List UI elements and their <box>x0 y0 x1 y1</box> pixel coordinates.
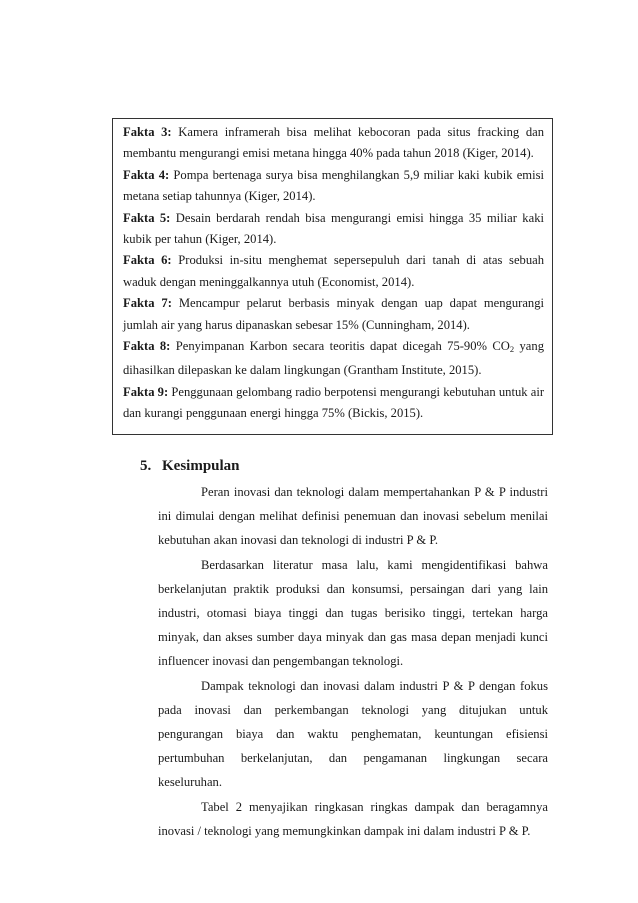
fact-3 <box>123 122 544 165</box>
section-title: Kesimpulan <box>162 458 240 474</box>
fact-text: Produksi in-situ menghemat sepersepuluh dari tanah di atas sebuah waduk dengan meninggalkannya utuh (Economist, 2014). <box>123 253 545 289</box>
fact-label: Fakta 7: <box>123 296 172 311</box>
paragraph-text: Peran inovasi dan teknologi dalam mempertahankan P & P industri ini dimulai dengan melihat definisi penemuan dan inovasi sebelum menilai kebutuhan akan inovasi dan teknologi di industri P & P. <box>158 485 548 548</box>
fact-text: Kamera inframerah bisa melihat kebocoran pada situs fracking dan membantu mengurangi emisi metana hingga 40% pada tahun 2018 (Kiger, 2014). <box>123 125 544 161</box>
paragraph <box>158 795 548 843</box>
fact-label: Fakta 8: <box>123 339 171 354</box>
section-body <box>158 480 548 843</box>
paragraph-text: Dampak teknologi dan inovasi dalam industri P & P dengan fokus pada inovasi dan perkembangan teknologi yang ditujukan untuk pengurangan biaya dan waktu penghematan, keuntungan efisiensi pertumbuhan berkelanjutan, dan pengamanan lingkungan secara keseluruhan. <box>158 678 548 790</box>
fact-8 <box>123 336 544 382</box>
paragraph <box>158 674 548 795</box>
section-number: 5. <box>140 458 152 474</box>
fact-7 <box>123 293 544 336</box>
fact-text: yang dihasilkan dilepaskan ke dalam lingkungan (Grantham Institute, 2015). <box>123 339 544 378</box>
fact-9 <box>123 382 544 425</box>
fact-text: Pompa bertenaga surya bisa menghilangkan 5,9 miliar kaki kubik emisi metana setiap tahunnya (Kiger, 2014). <box>123 167 544 204</box>
paragraph <box>158 480 548 553</box>
fact-6 <box>123 250 544 293</box>
co2-subscript: 2 <box>509 344 515 355</box>
fact-label: Fakta 5: <box>123 210 171 225</box>
fact-text: Penyimpanan Karbon secara teoritis dapat dicegah 75-90% CO <box>175 339 510 354</box>
paragraph-text: Berdasarkan literatur masa lalu, kami mengidentifikasi bahwa berkelanjutan praktik produksi dan konsumsi, persaingan dari yang lain industri, otomasi biaya tinggi dan tugas berisiko tinggi, tertekan harga minyak, dan akses sumber daya minyak dan gas masa depan menjadi kunci influencer inovasi dan pengembangan teknologi. <box>158 557 548 669</box>
paragraph <box>158 553 548 674</box>
fact-4 <box>123 165 544 208</box>
fact-label: Fakta 9: <box>123 384 169 399</box>
fact-5 <box>123 208 544 251</box>
facts-box <box>112 118 553 435</box>
fact-text: Penggunaan gelombang radio berpotensi mengurangi kebutuhan untuk air dan kurangi penggunaan energi hingga 75% (Bickis, 2015). <box>123 384 545 421</box>
fact-text: Desain berdarah rendah bisa mengurangi emisi hingga 35 miliar kaki kubik per tahun (Kiger, 2014). <box>123 210 544 247</box>
section-heading <box>140 458 240 475</box>
fact-label: Fakta 3: <box>123 125 172 139</box>
fact-text: Mencampur pelarut berbasis minyak dengan uap dapat mengurangi jumlah air yang harus dipanaskan sebesar 15% (Cunningham, 2014). <box>123 296 545 332</box>
paragraph-text: Tabel 2 menyajikan ringkasan ringkas dampak dan beragamnya inovasi / teknologi yang memungkinkan dampak ini dalam industri P & P. <box>158 799 548 838</box>
fact-label: Fakta 4: <box>123 167 170 182</box>
fact-label: Fakta 6: <box>123 253 172 268</box>
